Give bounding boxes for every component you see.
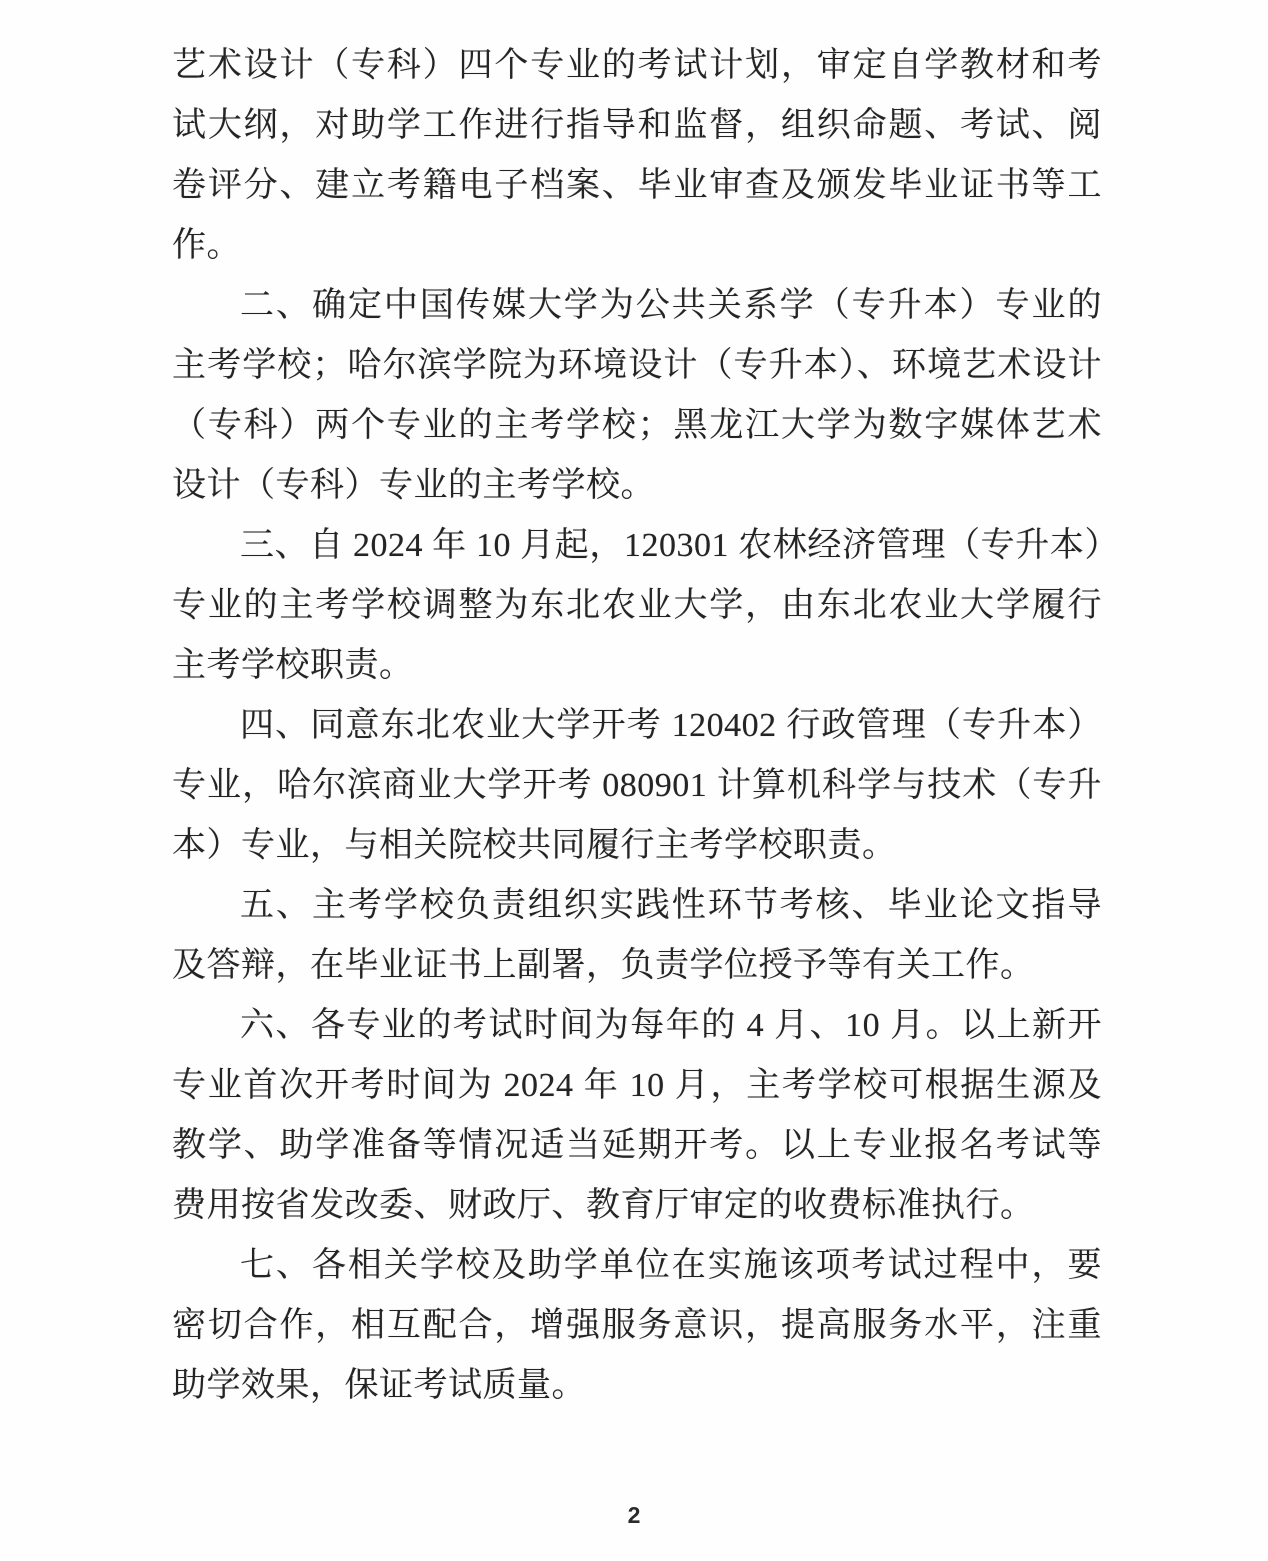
document-body xyxy=(172,36,1102,1416)
paragraph-item-3: 三、自 2024 年 10 月起，120301 农林经济管理（专升本）专业的主考学校调整为东北农业大学，由东北农业大学履行主考学校职责。 xyxy=(172,527,1102,684)
page-number: 2 xyxy=(627,1502,641,1528)
paragraph-item-5: 五、主考学校负责组织实践性环节考核、毕业论文指导及答辩，在毕业证书上副署，负责学位授予等有关工作。 xyxy=(172,887,1102,984)
paragraph-continuation: 艺术设计（专科）四个专业的考试计划，审定自学教材和考试大纲，对助学工作进行指导和监督，组织命题、考试、阅卷评分、建立考籍电子档案、毕业审查及颁发毕业证书等工作。 xyxy=(172,47,1102,264)
page-footer xyxy=(0,1502,1268,1529)
paragraph-item-7: 七、各相关学校及助学单位在实施该项考试过程中，要密切合作，相互配合，增强服务意识，提高服务水平，注重助学效果，保证考试质量。 xyxy=(172,1247,1102,1404)
paragraph-item-6: 六、各专业的考试时间为每年的 4 月、10 月。以上新开专业首次开考时间为 2024 年 10 月，主考学校可根据生源及教学、助学准备等情况适当延期开考。以上专业报名考试等费用按省发改委、财政厅、教育厅审定的收费标准执行。 xyxy=(172,1007,1102,1224)
paragraph-item-4: 四、同意东北农业大学开考 120402 行政管理（专升本）专业，哈尔滨商业大学开考 080901 计算机科学与技术（专升本）专业，与相关院校共同履行主考学校职责。 xyxy=(172,707,1102,864)
paragraph-item-2: 二、确定中国传媒大学为公共关系学（专升本）专业的主考学校；哈尔滨学院为环境设计（专升本）、环境艺术设计（专科）两个专业的主考学校；黑龙江大学为数字媒体艺术设计（专科）专业的主考学校。 xyxy=(172,287,1102,504)
